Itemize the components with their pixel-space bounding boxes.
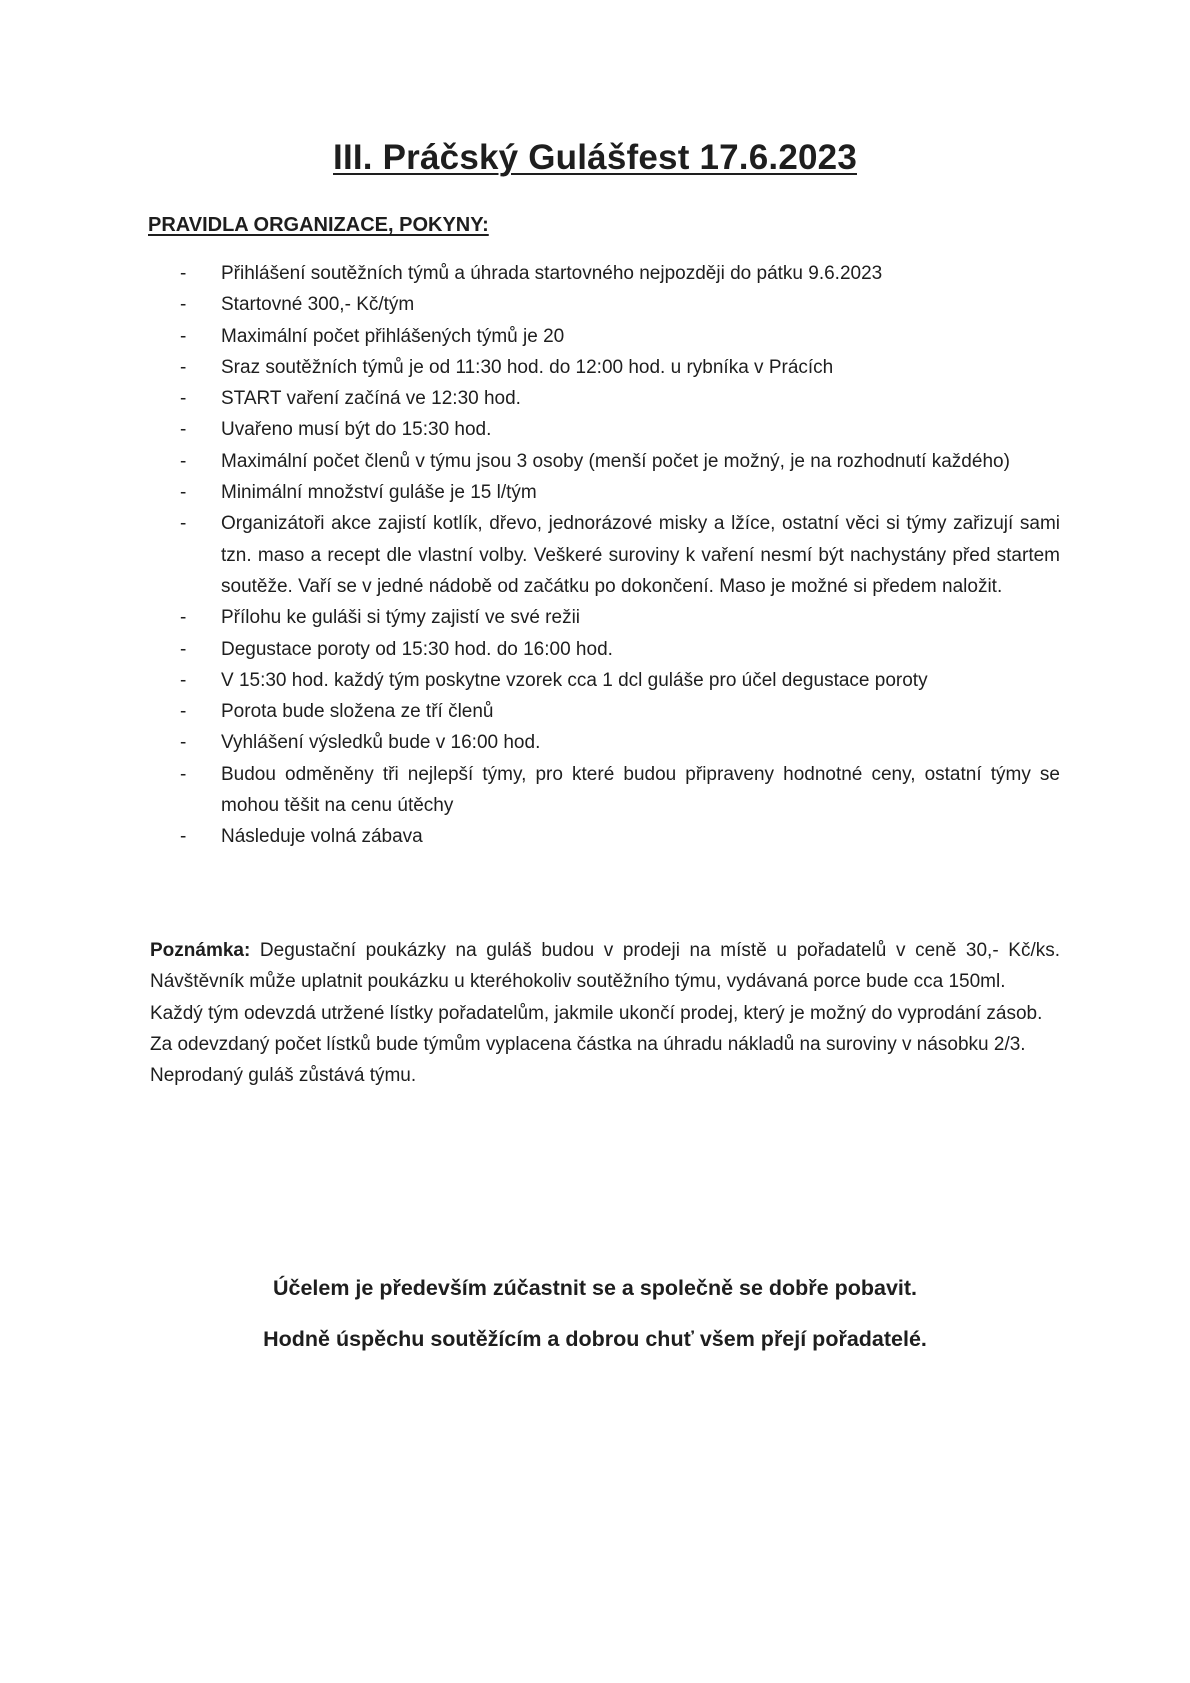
bullet-dash: - bbox=[180, 356, 187, 378]
bullet-dash: - bbox=[180, 325, 187, 347]
list-item-text: Organizátoři akce zajistí kotlík, dřevo, jednorázové misky a lžíce, ostatní věci si týmy zařizují sami tzn. maso a recept dle vlastní volby. Veškeré suroviny k vaření nesmí být nachystány před startem soutěže. Vaří se v jedné nádobě od začátku po dokončení. Maso je možné si předem naložit. bbox=[221, 513, 1060, 597]
note-paragraph: Neprodaný guláš zůstává týmu. bbox=[150, 1065, 417, 1087]
list-item bbox=[180, 821, 1060, 852]
note-paragraph: Za odevzdaný počet lístků bude týmům vyplacena částka na úhradu nákladů na suroviny v násobku 2/3. bbox=[150, 1033, 1026, 1055]
note-label: Poznámka: bbox=[150, 940, 251, 961]
list-item-text: Vyhlášení výsledků bude v 16:00 hod. bbox=[221, 732, 541, 754]
list-item-text: Porota bude složena ze tří členů bbox=[221, 701, 494, 723]
list-item-text: Sraz soutěžních týmů je od 11:30 hod. do 12:00 hod. u rybníka v Prácích bbox=[221, 356, 834, 378]
list-item-text: Uvařeno musí být do 15:30 hod. bbox=[221, 419, 492, 441]
note-section bbox=[150, 935, 1060, 1091]
document-title bbox=[0, 138, 1190, 178]
list-item-text: START vaření začíná ve 12:30 hod. bbox=[221, 388, 521, 410]
closing-line: Hodně úspěchu soutěžícím a dobrou chuť všem přejí pořadatelé. bbox=[263, 1327, 927, 1351]
list-item-text: V 15:30 hod. každý tým poskytne vzorek cca 1 dcl guláše pro účel degustace poroty bbox=[221, 669, 928, 691]
list-item bbox=[180, 352, 1060, 383]
list-item-text: Minimální množství guláše je 15 l/tým bbox=[221, 482, 537, 504]
note-text: Degustační poukázky na guláš budou v prodeji na místě u pořadatelů v ceně 30,- Kč/ks. Návštěvník může uplatnit poukázku u kteréhokoliv soutěžního týmu, vydávaná porce bude cca 150ml. bbox=[150, 940, 1060, 993]
list-item-text: Maximální počet přihlášených týmů je 20 bbox=[221, 325, 565, 347]
bullet-dash: - bbox=[180, 732, 187, 754]
bullet-dash: - bbox=[180, 419, 187, 441]
list-item bbox=[180, 634, 1060, 665]
note-paragraph bbox=[150, 935, 1060, 998]
list-item bbox=[180, 759, 1060, 822]
list-item bbox=[180, 414, 1060, 445]
bullet-dash: - bbox=[180, 388, 187, 410]
list-item bbox=[180, 727, 1060, 758]
list-item bbox=[180, 508, 1060, 602]
bullet-dash: - bbox=[180, 701, 187, 723]
bullet-dash: - bbox=[180, 669, 187, 691]
list-item bbox=[180, 321, 1060, 352]
rules-list bbox=[180, 258, 1060, 853]
list-item bbox=[180, 289, 1060, 320]
section-heading: PRAVIDLA ORGANIZACE, POKYNY: bbox=[148, 214, 489, 236]
bullet-dash: - bbox=[180, 763, 187, 785]
bullet-dash: - bbox=[180, 450, 187, 472]
bullet-dash: - bbox=[180, 482, 187, 504]
bullet-dash: - bbox=[180, 263, 187, 284]
list-item bbox=[180, 602, 1060, 633]
list-item bbox=[180, 665, 1060, 696]
bullet-dash: - bbox=[180, 826, 187, 848]
list-item-text: Přílohu ke guláši si týmy zajistí ve své režii bbox=[221, 607, 581, 629]
note-paragraph: Každý tým odevzdá utržené lístky pořadatelům, jakmile ukončí prodej, který je možný do vyprodání zásob. bbox=[150, 1002, 1043, 1024]
list-item-text: Maximální počet členů v týmu jsou 3 osoby (menší počet je možný, je na rozhodnutí každého) bbox=[221, 450, 1010, 472]
bullet-dash: - bbox=[180, 513, 187, 535]
list-item bbox=[180, 446, 1060, 477]
list-item-text: Startovné 300,- Kč/tým bbox=[221, 294, 415, 316]
list-item bbox=[180, 383, 1060, 414]
bullet-dash: - bbox=[180, 638, 187, 660]
list-item bbox=[180, 477, 1060, 508]
list-item bbox=[180, 696, 1060, 727]
document-title-text: III. Práčský Gulášfest 17.6.2023 bbox=[333, 138, 857, 177]
list-item-text: Budou odměněny tři nejlepší týmy, pro které budou připraveny hodnotné ceny, ostatní týmy se mohou těšit na cenu útěchy bbox=[221, 763, 1060, 817]
list-item-text: Následuje volná zábava bbox=[221, 826, 423, 848]
list-item bbox=[180, 258, 1060, 289]
bullet-dash: - bbox=[180, 294, 187, 316]
list-item-text: Degustace poroty od 15:30 hod. do 16:00 hod. bbox=[221, 638, 613, 660]
closing-line: Účelem je především zúčastnit se a společně se dobře pobavit. bbox=[272, 1276, 918, 1300]
bullet-dash: - bbox=[180, 607, 187, 629]
list-item-text: Přihlášení soutěžních týmů a úhrada startovného nejpozději do pátku 9.6.2023 bbox=[221, 263, 883, 284]
